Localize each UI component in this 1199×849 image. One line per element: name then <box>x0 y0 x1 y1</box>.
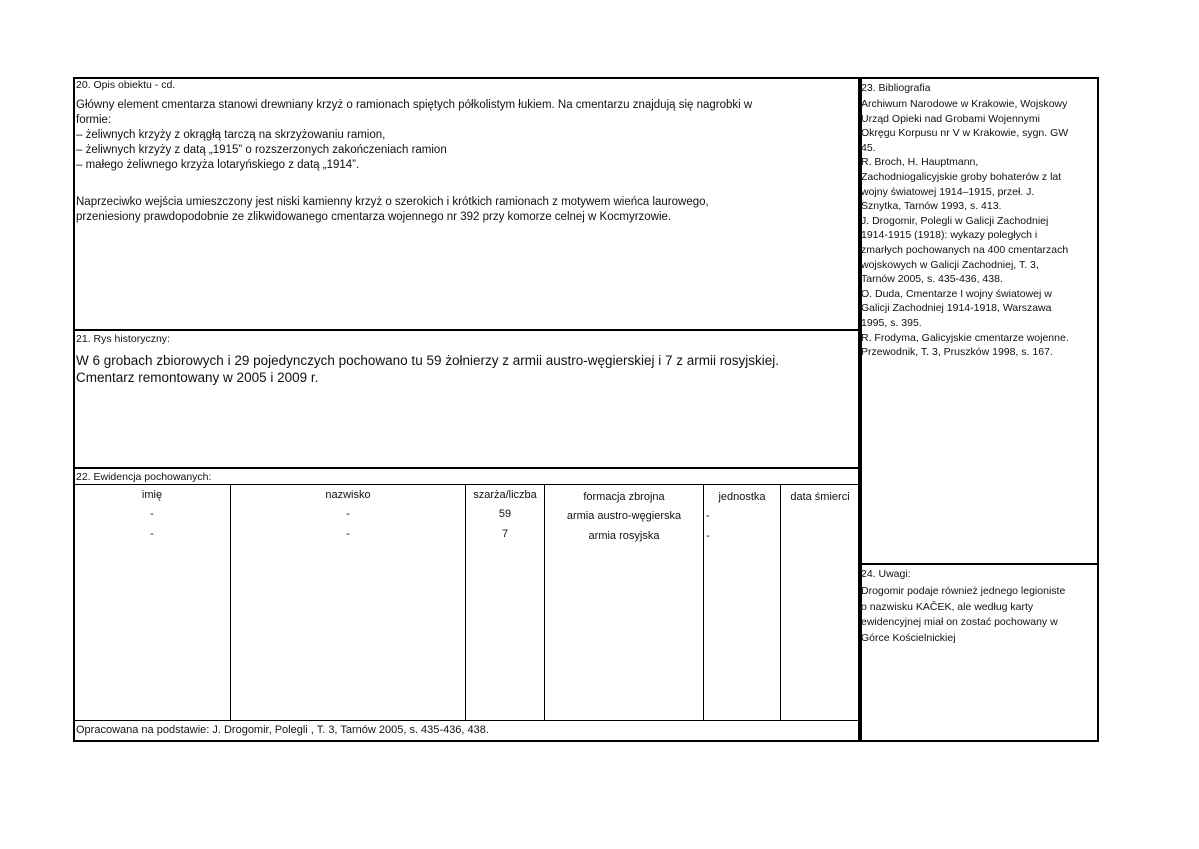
bibliography-line: zmarłych pochowanych na 400 cmentarzach <box>861 243 1069 256</box>
section-24-text <box>861 584 1065 646</box>
table-cell-jednostka: - <box>706 530 710 542</box>
col-divider-4 <box>703 485 704 720</box>
table-header-szarza: szarża/liczba <box>473 489 537 501</box>
col-divider-5 <box>780 485 781 720</box>
section-23-text <box>861 97 1069 360</box>
table-header-formacja: formacja zbrojna <box>583 491 665 503</box>
bibliography-line: Zachodniogalicyjskie groby bohaterów z lat <box>861 170 1062 183</box>
section-21-line: W 6 grobach zbiorowych i 29 pojedynczych pochowano tu 59 żołnierzy z armii austro-węgierskiej i 7 z armii rosyjskiej. <box>76 353 780 368</box>
section-21-label: 21. Rys historyczny: <box>76 333 170 345</box>
section-21-line: Cmentarz remontowany w 2005 i 2009 r. <box>76 370 319 385</box>
bibliography-line: 45. <box>861 141 876 154</box>
table-footer-source: Opracowana na podstawie: J. Drogomir, Polegli , T. 3, Tarnów 2005, s. 435-436, 438. <box>76 724 489 736</box>
table-cell-formacja: armia austro-węgierska <box>566 510 682 522</box>
divider-23-24 <box>859 563 1097 565</box>
section-20-line: – żeliwnych krzyży z okrągłą tarczą na skrzyżowaniu ramion, <box>76 129 386 141</box>
remarks-line: ewidencyjnej miał on zostać pochowany w <box>861 616 1058 628</box>
section-20-line: Główny element cmentarza stanowi drewniany krzyż o ramionach spiętych półkolistym łukiem. Na cmentarzu znajdują się nagrobki w <box>76 99 753 111</box>
bibliography-line: 1995, s. 395. <box>861 316 922 329</box>
section-22-label: 22. Ewidencja pochowanych: <box>76 471 212 483</box>
table-cell-imie: - <box>150 508 154 520</box>
col-divider-1 <box>230 485 231 720</box>
section-20-text-2 <box>76 195 709 225</box>
divider-20-21 <box>74 329 860 331</box>
table-header-nazwisko: nazwisko <box>325 489 371 501</box>
section-20-line: przeniesiony prawdopodobnie ze zlikwidowanego cmentarza wojennego nr 392 przy komorze celnej w Kocmyrzowie. <box>76 211 672 223</box>
bibliography-line: Galicji Zachodniej 1914-1918, Warszawa <box>861 302 1052 315</box>
remarks-line: Drogomir podaje również jednego legioniste <box>861 585 1066 597</box>
bibliography-line: wojskowych w Galicji Zachodniej, T. 3, <box>861 258 1039 271</box>
section-20-line: – żeliwnych krzyży z datą „1915” o rozszerzonych zakończeniach ramion <box>76 144 447 156</box>
table-header-data-smierci: data śmierci <box>790 491 850 503</box>
bibliography-line: O. Duda, Cmentarze I wojny światowej w <box>861 287 1052 300</box>
table-cell-formacja: armia rosyjska <box>588 530 660 542</box>
table-cell-nazwisko: - <box>346 528 350 540</box>
remarks-line: Górce Kościelnickiej <box>861 631 956 644</box>
section-23-label: 23. Bibliografia <box>861 82 931 94</box>
bibliography-line: R. Broch, H. Hauptmann, <box>861 156 979 169</box>
section-20-text <box>76 98 752 173</box>
section-21-text <box>76 352 779 386</box>
col-divider-2 <box>465 485 466 720</box>
divider-table-footer <box>74 720 860 721</box>
section-20-label: 20. Opis obiektu - cd. <box>76 79 176 91</box>
table-cell-szarza: 59 <box>498 508 512 520</box>
table-cell-imie: - <box>150 528 154 540</box>
bibliography-line: Tarnów 2005, s. 435-436, 438. <box>861 273 1003 286</box>
left-panel <box>73 77 862 742</box>
bibliography-line: J. Drogomir, Polegli w Galicji Zachodniej <box>861 214 1049 227</box>
table-cell-szarza: 7 <box>501 528 509 540</box>
section-20-line: – małego żeliwnego krzyża lotaryńskiego z datą „1914”. <box>76 159 360 171</box>
section-20-line: formie: <box>76 114 112 126</box>
bibliography-line: R. Frodyma, Galicyjskie cmentarze wojenne. <box>861 331 1069 344</box>
bibliography-line: Urząd Opieki nad Grobami Wojennymi <box>861 112 1040 125</box>
bibliography-line: 1914-1915 (1918): wykazy poległych i <box>861 229 1038 242</box>
bibliography-line: Przewodnik, T. 3, Pruszków 1998, s. 167. <box>861 346 1053 359</box>
section-24-label: 24. Uwagi: <box>861 568 911 580</box>
divider-table-header <box>74 484 860 485</box>
divider-21-22 <box>74 467 860 469</box>
bibliography-line: wojny światowej 1914–1915, przeł. J. <box>861 185 1035 198</box>
bibliography-line: Archiwum Narodowe w Krakowie, Wojskowy <box>861 98 1068 110</box>
table-header-jednostka: jednostka <box>718 491 766 503</box>
remarks-line: o nazwisku KAČEK, ale według karty <box>861 600 1034 613</box>
table-cell-nazwisko: - <box>346 508 350 520</box>
table-cell-jednostka: - <box>706 510 710 522</box>
bibliography-line: Okręgu Korpusu nr V w Krakowie, sygn. GW <box>861 127 1069 140</box>
bibliography-line: Sznytka, Tarnów 1993, s. 413. <box>861 200 1002 213</box>
section-20-line: Naprzeciwko wejścia umieszczony jest niski kamienny krzyż o szerokich i krótkich ramionach z motywem wieńca laurowego, <box>76 196 709 208</box>
table-header-imie: imię <box>141 489 163 501</box>
